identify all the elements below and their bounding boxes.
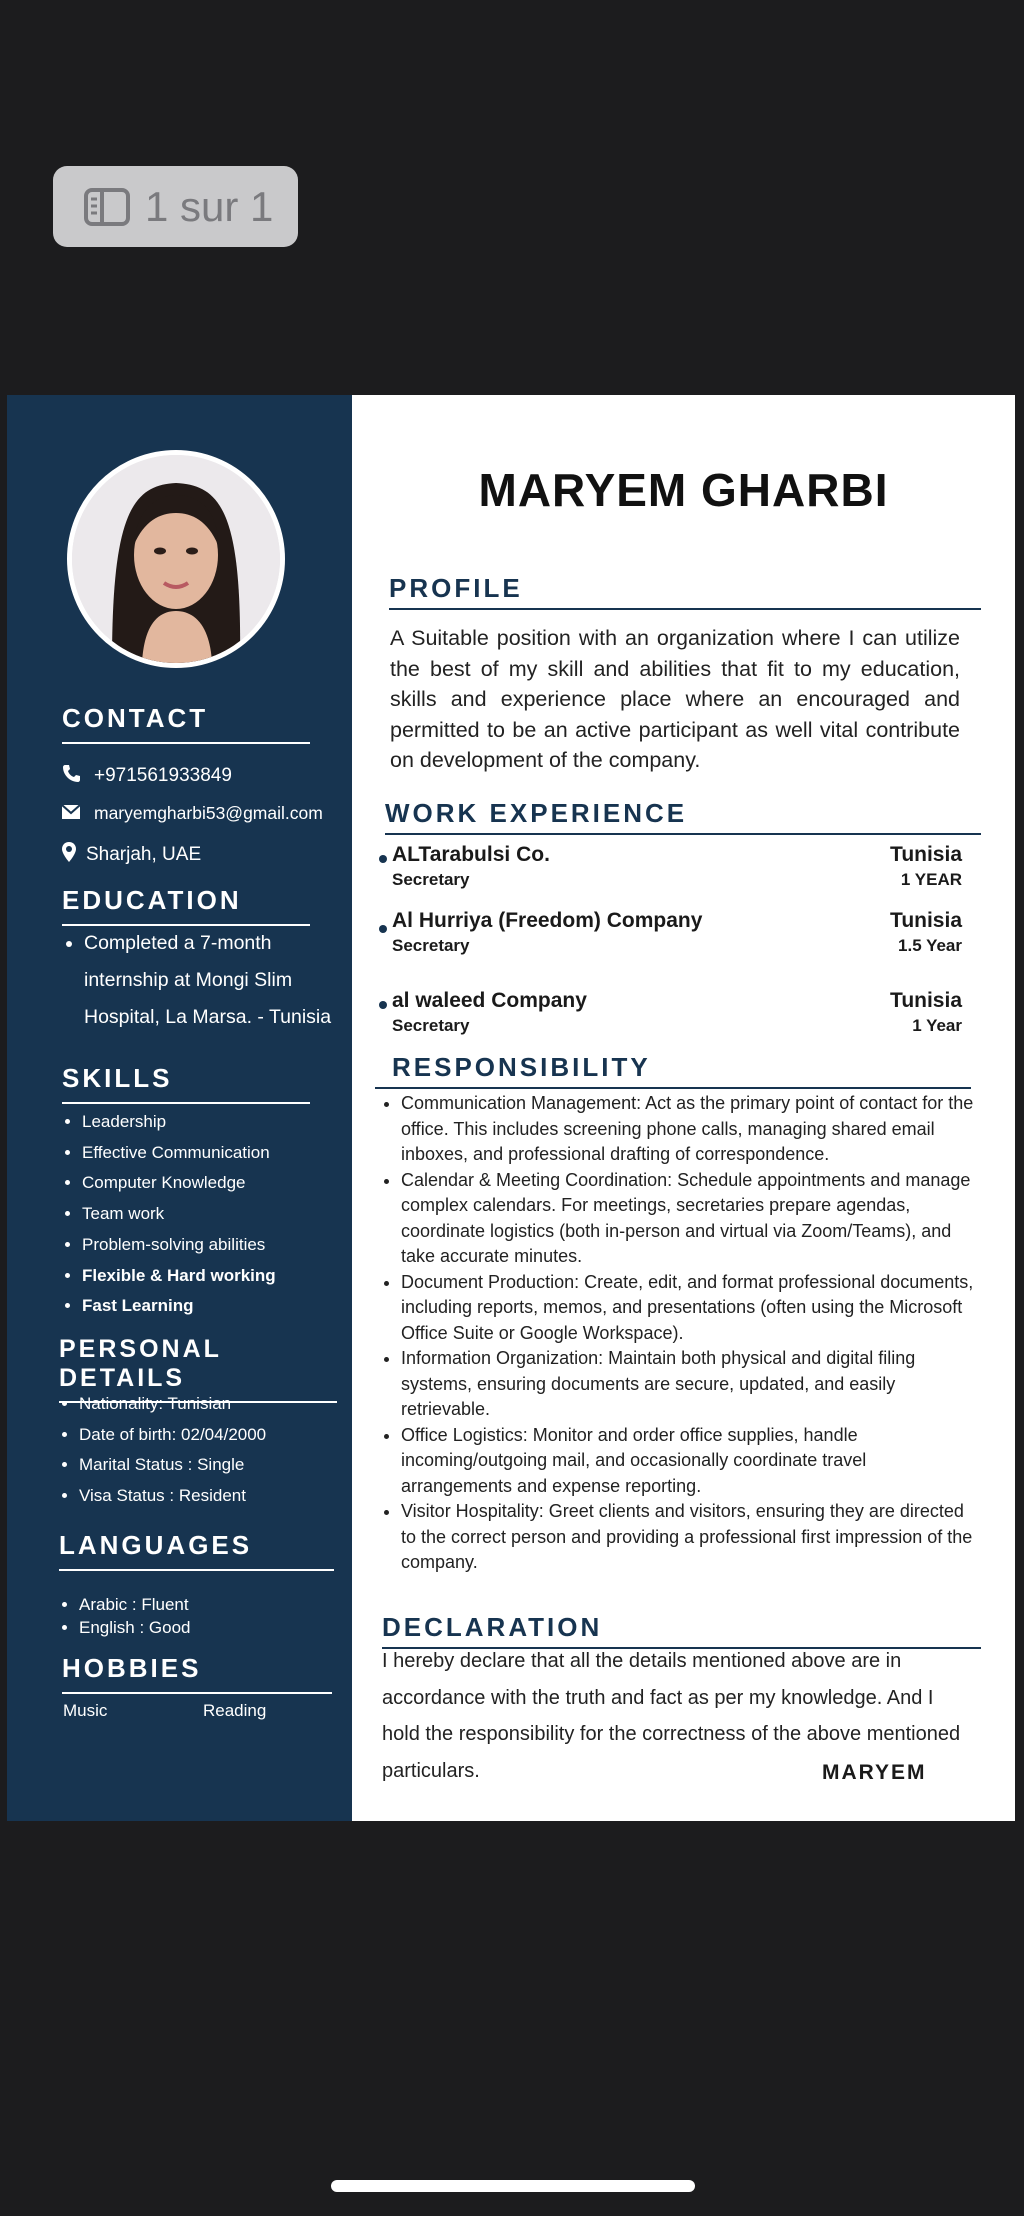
job-role: Secretary <box>392 870 470 889</box>
language-item: • English : Good <box>79 1616 349 1639</box>
languages-heading: LANGUAGES <box>59 1530 334 1571</box>
profile-text: A Suitable position with an organization where I can utilize the best of my skill and abilities that fit to my education, skills and experience place where an encouraged and permitted to be an active participant as well vital contribute on development of the company. <box>390 626 960 772</box>
contact-phone <box>62 764 232 788</box>
page-indicator[interactable] <box>53 166 298 247</box>
responsibility-list <box>380 1091 981 1576</box>
personal-detail-item: • Nationality: Tunisian <box>79 1389 349 1420</box>
profile-heading: PROFILE <box>389 573 981 610</box>
skill-item: • Leadership <box>82 1107 352 1138</box>
resume-sidebar <box>7 395 352 1821</box>
phone-icon <box>62 764 80 788</box>
responsibility-item: • Information Organization: Maintain both physical and digital filing systems, ensuring documents are secure, updated, and easily retrievable. <box>401 1346 981 1423</box>
job-entry <box>392 843 962 891</box>
skill-item: • Fast Learning <box>82 1291 352 1322</box>
job-location: Tunisia <box>890 843 962 866</box>
personal-detail-item: • Visa Status : Resident <box>79 1481 349 1512</box>
responsibility-item: • Calendar & Meeting Coordination: Schedule appointments and manage complex calendars. For meetings, secretaries prepare agendas, coordinate logistics (both in-person and virtual via Zoom/Teams), and take accurate minutes. <box>401 1168 981 1270</box>
language-item: • Arabic : Fluent <box>79 1593 349 1616</box>
skill-item: • Flexible & Hard working <box>82 1261 352 1292</box>
hobbies-heading: HOBBIES <box>62 1653 332 1694</box>
bullet-icon <box>379 925 387 933</box>
job-entry <box>392 989 962 1037</box>
skills-list <box>62 1107 352 1322</box>
job-duration: 1 Year <box>912 1016 962 1035</box>
email-text: maryemgharbi53@gmail.com <box>94 803 323 823</box>
job-entry <box>392 909 962 957</box>
languages-list <box>59 1593 349 1639</box>
skills-heading: SKILLS <box>62 1063 310 1104</box>
skill-item: • Effective Communication <box>82 1138 352 1169</box>
phone-text: +971561933849 <box>94 765 232 786</box>
avatar <box>67 450 285 668</box>
responsibility-item: • Document Production: Create, edit, and format professional documents, including reports, memos, and presentations (often using the Microsoft Office Suite or Google Workspace). <box>401 1270 981 1347</box>
education-heading: EDUCATION <box>62 885 310 926</box>
signature: MARYEM <box>822 1761 927 1784</box>
bullet-icon <box>379 855 387 863</box>
location-text: Sharjah, UAE <box>86 844 202 865</box>
location-pin-icon <box>62 842 76 868</box>
candidate-name: MARYEM GHARBI <box>478 464 889 516</box>
contact-heading: CONTACT <box>62 703 310 744</box>
job-duration: 1.5 Year <box>898 936 962 955</box>
job-company: ALTarabulsi Co. <box>392 843 550 866</box>
job-duration: 1 YEAR <box>900 870 962 889</box>
job-company: al waleed Company <box>392 989 587 1012</box>
job-role: Secretary <box>392 936 470 955</box>
responsibility-item: • Office Logistics: Monitor and order office supplies, handle incoming/outgoing mail, and occasionally coordinate travel arrangements and expense reporting. <box>401 1423 981 1500</box>
personal-detail-item: • Date of birth: 02/04/2000 <box>79 1420 349 1451</box>
personal-detail-item: • Marital Status : Single <box>79 1450 349 1481</box>
education-item: • Completed a 7-month internship at Mongi Slim Hospital, La Marsa. - Tunisia <box>84 925 352 1036</box>
responsibility-item: • Visitor Hospitality: Greet clients and visitors, ensuring they are directed to the correct person and providing a professional first impression of the company. <box>401 1499 981 1576</box>
job-location: Tunisia <box>890 909 962 932</box>
contact-email <box>62 803 323 824</box>
job-location: Tunisia <box>890 989 962 1012</box>
email-icon <box>62 803 80 824</box>
contact-location <box>62 842 201 868</box>
hobby-item: Music <box>63 1701 108 1720</box>
declaration-text: I hereby declare that all the details mentioned above are in accordance with the truth and fact as per my knowledge. And I hold the responsibility for the correctness of the above mentioned particulars. <box>382 1650 961 1782</box>
skill-item: • Problem-solving abilities <box>82 1230 352 1261</box>
declaration-heading: DECLARATION <box>382 1612 981 1649</box>
bullet-icon <box>379 1001 387 1009</box>
page-indicator-label: 1 sur 1 <box>145 182 274 230</box>
personal-details-list <box>59 1389 349 1512</box>
resume-main <box>352 395 1015 1821</box>
sidebar-icon <box>83 187 131 227</box>
skill-item: • Team work <box>82 1199 352 1230</box>
job-company: Al Hurriya (Freedom) Company <box>392 909 703 932</box>
hobby-item: Reading <box>203 1701 267 1720</box>
resume-document[interactable] <box>7 395 1015 1821</box>
responsibility-item: • Communication Management: Act as the primary point of contact for the office. This includes screening phone calls, managing shared email inboxes, and professional drafting of correspondence. <box>401 1091 981 1168</box>
education-list <box>62 925 352 1036</box>
home-indicator[interactable] <box>331 2180 695 2192</box>
responsibility-heading: RESPONSIBILITY <box>375 1052 971 1089</box>
personal-details-heading: PERSONAL DETAILS <box>59 1335 337 1403</box>
job-role: Secretary <box>392 1016 470 1035</box>
work-experience-heading: WORK EXPERIENCE <box>385 798 981 835</box>
skill-item: • Computer Knowledge <box>82 1168 352 1199</box>
